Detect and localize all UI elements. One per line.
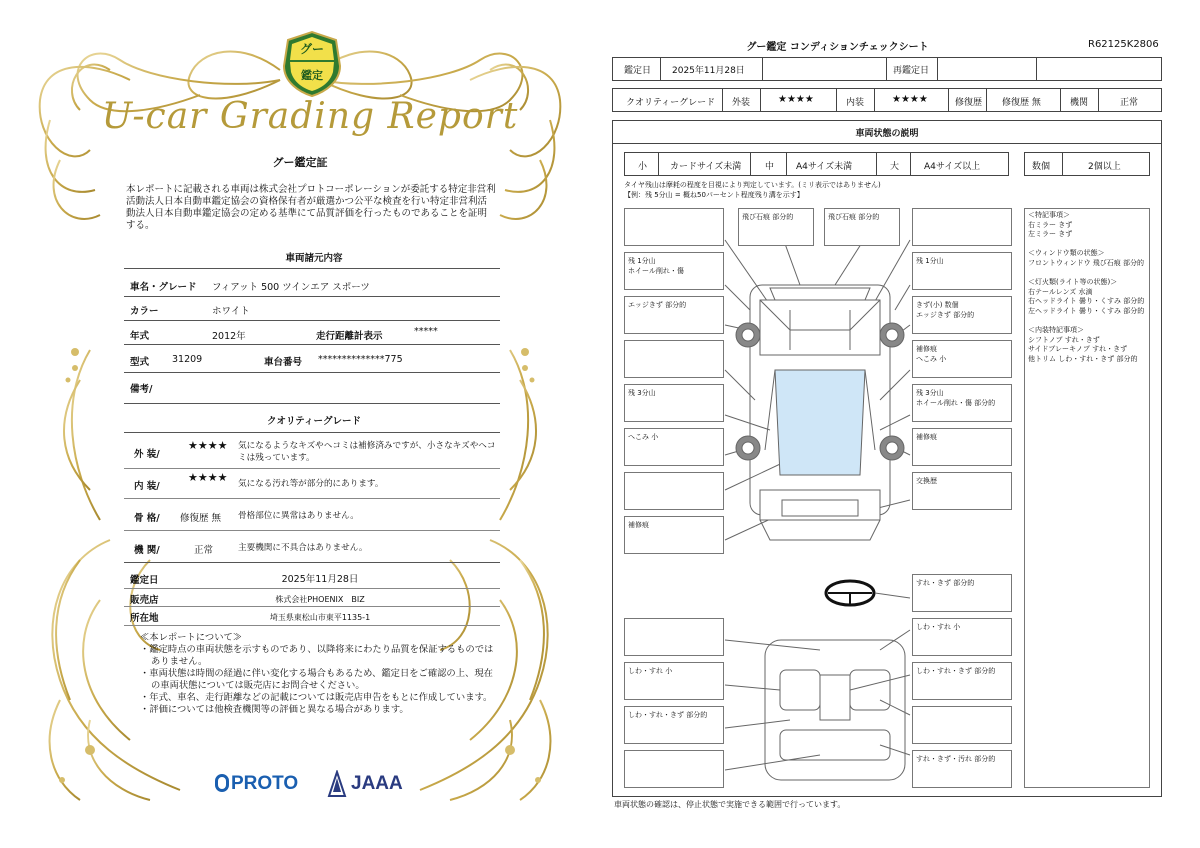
damage-box — [624, 428, 724, 466]
info-dealer-label: 販売店 — [130, 595, 159, 606]
tire-note-1: タイヤ残山は摩耗の程度を目視により判定しています。(ミリ表示ではありません) — [624, 181, 881, 189]
cell-divider — [760, 88, 761, 112]
size-mid: 中 — [765, 162, 775, 172]
interior-label: 内 装/ — [134, 481, 160, 492]
damage-text: エッジきず 部分的 — [628, 301, 687, 309]
certificate-title: グー鑑定証 — [272, 156, 328, 169]
divider — [124, 606, 500, 607]
badge-line1: グー — [299, 42, 324, 56]
damage-box — [624, 252, 724, 290]
cell-divider — [937, 57, 938, 81]
divider — [124, 372, 500, 373]
cell-divider — [876, 152, 877, 176]
quality-grade-label: クオリティーグレード — [626, 98, 716, 108]
badge-line2: 鑑定 — [301, 69, 323, 82]
spec-year-label: 年式 — [130, 331, 150, 342]
interior-box — [624, 706, 724, 744]
divider — [124, 432, 500, 433]
spec-color-value: ホワイト — [212, 306, 250, 317]
exterior-label: 外 装/ — [134, 449, 160, 460]
engine-label: 機関 — [1070, 98, 1089, 108]
damage-box — [912, 208, 1012, 246]
spec-name-label: 車名・グレード — [130, 282, 197, 293]
size-small: 小 — [638, 162, 648, 172]
damage-box — [824, 208, 900, 246]
special-note-line: フロントウィンドウ 飛び石痕 部分的 — [1028, 258, 1145, 267]
interior-text: しわ・すれ・きず 部分的 — [916, 667, 996, 675]
interior-note: 気になる汚れ等が部分的にあります。 — [238, 479, 384, 489]
interior-box — [624, 662, 724, 700]
spec-model-label: 型式 — [130, 357, 150, 368]
frame-value: 修復歴 無 — [180, 513, 222, 524]
spec-year-value: 2012年 — [212, 331, 246, 342]
cell-divider — [910, 152, 911, 176]
damage-text: 補修痕 — [916, 433, 937, 441]
interior-box — [624, 618, 724, 656]
spec-remarks-label: 備考/ — [130, 384, 153, 395]
divider — [124, 320, 500, 321]
frame-label: 骨 格/ — [134, 513, 160, 524]
spec-mileage-label: 走行距離計表示 — [316, 331, 383, 342]
cell-divider — [948, 88, 949, 112]
size-large: 大 — [890, 162, 900, 172]
engine-note: 主要機関に不具合はありません。 — [238, 543, 368, 553]
damage-text: きず(小) 数個 エッジきず 部分的 — [916, 301, 975, 319]
engine-value: 正常 — [194, 545, 214, 556]
damage-box — [624, 516, 724, 554]
engine-label: 機 関/ — [134, 545, 160, 556]
about-item: ・評価については他検査機関等の評価と異なる場合があります。 — [140, 704, 409, 715]
special-notes — [1028, 211, 1150, 365]
special-note-line — [1028, 240, 1150, 250]
cell-divider — [874, 88, 875, 112]
damage-text: 補修痕 へこみ 小 — [916, 345, 947, 363]
damage-text: 残 3分山 — [628, 389, 656, 397]
interior-text: しわ・すれ 小 — [628, 667, 673, 675]
divider — [124, 268, 500, 269]
spec-model-value: 31209 — [172, 354, 203, 365]
count-label: 数個 — [1032, 162, 1051, 172]
damage-box — [624, 208, 724, 246]
interior-text: すれ・きず 部分的 — [916, 579, 975, 587]
size-small-desc: カードサイズ未満 — [670, 162, 742, 172]
special-note-line: 左ヘッドライト 曇り・くすみ 部分的 — [1028, 306, 1145, 315]
damage-text: 残 1分山 ホイール削れ・傷 — [628, 257, 684, 275]
divider — [124, 468, 500, 469]
interior-box — [624, 750, 724, 788]
interior-text: しわ・すれ 小 — [916, 623, 961, 631]
damage-text: 交換歴 — [916, 477, 937, 485]
cell-divider — [1036, 57, 1037, 81]
repair-label: 修復歴 — [955, 98, 983, 108]
exterior-stars: ★★★★ — [188, 439, 228, 452]
damage-text: 補修痕 — [628, 521, 649, 529]
about-report — [140, 632, 500, 716]
cell-divider — [762, 57, 763, 81]
cell-divider — [750, 152, 751, 176]
int-stars: ★★★★ — [892, 94, 928, 105]
interior-stars: ★★★★ — [188, 471, 228, 484]
special-note-line — [1028, 317, 1150, 327]
cell-divider — [786, 152, 787, 176]
damage-box — [624, 340, 724, 378]
special-note-line: 他トリム しわ・すれ・きず 部分的 — [1028, 354, 1138, 363]
cell-divider — [658, 152, 659, 176]
cell-divider — [660, 57, 661, 81]
cell-divider — [1098, 88, 1099, 112]
special-note-line: 右テールレンズ 水滴 — [1028, 287, 1093, 296]
special-note-line: 左ミラー きず — [1028, 230, 1073, 239]
int-label: 内装 — [846, 98, 865, 108]
special-note-line: サイドブレーキノブ すれ・きず — [1028, 345, 1128, 354]
divider — [124, 588, 500, 589]
sheet-title: グー鑑定 コンディションチェックシート — [746, 42, 929, 53]
damage-box — [912, 428, 1012, 466]
special-note-line: 右ヘッドライト 曇り・くすみ 部分的 — [1028, 297, 1145, 306]
cell-divider — [1062, 152, 1063, 176]
info-dealer-value: 株式会社PHOENIX BIZ — [275, 595, 365, 604]
exterior-note: 気になるようなキズやヘコミは補修済みですが、小さなキズやヘコミは残っています。 — [238, 441, 496, 463]
jaaa-mark-icon — [327, 770, 347, 798]
engine-value: 正常 — [1120, 98, 1139, 108]
cell-divider — [836, 88, 837, 112]
recheck-label: 再鑑定日 — [893, 66, 930, 76]
interior-box — [912, 706, 1012, 744]
condition-title: 車両状態の説明 — [855, 129, 919, 139]
interior-box — [912, 662, 1012, 700]
special-note-line: ＜ウィンドウ類の状態＞ — [1028, 249, 1105, 258]
info-date-label: 鑑定日 — [130, 575, 159, 586]
frame-note: 骨格部位に異常はありません。 — [238, 511, 359, 521]
damage-box — [738, 208, 814, 246]
divider — [124, 562, 500, 563]
ext-label: 外装 — [732, 98, 751, 108]
repair-value: 修復歴 無 — [1002, 98, 1041, 108]
divider — [124, 296, 500, 297]
damage-box — [912, 472, 1012, 510]
proto-mark-icon — [215, 774, 229, 792]
divider — [124, 498, 500, 499]
special-note-line: ＜内装特記事項＞ — [1028, 326, 1084, 335]
info-address-value: 埼玉県東松山市東平1135-1 — [269, 613, 371, 622]
damage-box — [912, 252, 1012, 290]
special-note-line: 右ミラー きず — [1028, 220, 1073, 229]
special-note-line: ＜特記事項＞ — [1028, 211, 1070, 219]
size-large-desc: A4サイズ以上 — [924, 162, 981, 172]
report-script-title: U-car Grading Report — [101, 96, 519, 137]
cell-divider — [886, 57, 887, 81]
damage-text: 残 3分山 ホイール削れ・傷 部分的 — [916, 389, 996, 407]
divider — [124, 344, 500, 345]
tire-note-2: 【例：残 5分山 = 概ね50パーセント程度残り溝を示す】 — [624, 191, 804, 199]
logo-row — [215, 770, 415, 800]
damage-box — [624, 384, 724, 422]
damage-box — [912, 296, 1012, 334]
about-title: ≪本レポートについて≫ — [140, 632, 243, 643]
footer-note: 車両状態の確認は、停止状態で実施できる範囲で行っています。 — [614, 800, 846, 809]
cell-divider — [1060, 88, 1061, 112]
info-date-value: 2025年11月28日 — [281, 574, 359, 585]
spec-name-value: フィアット 500 ツインエア スポーツ — [212, 282, 370, 293]
spec-color-label: カラー — [130, 306, 159, 317]
interior-text: しわ・すれ・きず 部分的 — [628, 711, 708, 719]
condition-check-sheet — [600, 0, 1200, 848]
about-item: ・車両状態は時間の経過に伴い変化する場合もあるため、鑑定日をご確認の上、現在の車両状態については販売店にお問合せください。 — [140, 668, 493, 691]
about-item: ・年式、車名、走行距離などの記載については販売店申告をもとに作成しています。 — [140, 692, 493, 703]
interior-box — [912, 574, 1012, 612]
damage-text: 飛び石痕 部分的 — [828, 213, 880, 221]
info-address-label: 所在地 — [130, 613, 159, 624]
divider — [124, 530, 500, 531]
damage-text: 飛び石痕 部分的 — [742, 213, 794, 221]
interior-text: すれ・きず・汚れ 部分的 — [916, 755, 996, 763]
spec-section-title: 車両諸元内容 — [285, 253, 343, 264]
date-label: 鑑定日 — [624, 66, 652, 76]
interior-box — [912, 618, 1012, 656]
damage-box — [624, 296, 724, 334]
special-note-line: シフトノブ すれ・きず — [1028, 335, 1100, 344]
damage-box — [624, 472, 724, 510]
jaaa-logo: JAAA — [351, 773, 403, 794]
certificate-intro: 本レポートに記載される車両は株式会社プロトコーポレーションが委託する特定非営利活動法人日本自動車鑑定協会の資格保有者が厳選かつ公平な検査を行い特定非営利活動法人日本自動車鑑定協会の定める基準にて品質評価を行ったものであることを証明する。 — [126, 184, 496, 231]
about-item: ・鑑定時点の車両状態を示すものであり、以降将来にわたり品質を保証するものではありません。 — [140, 644, 494, 667]
divider — [124, 625, 500, 626]
proto-logo: PROTO — [231, 773, 299, 794]
sheet-id: R62125K2806 — [1088, 39, 1159, 50]
special-note-line: ＜灯火類(ライト等の状態)＞ — [1028, 278, 1118, 287]
interior-box — [912, 750, 1012, 788]
count-desc: 2個以上 — [1088, 162, 1121, 172]
size-mid-desc: A4サイズ未満 — [796, 162, 853, 172]
cell-divider — [722, 88, 723, 112]
cell-divider — [986, 88, 987, 112]
damage-text: へこみ 小 — [628, 433, 659, 441]
damage-text: 残 1分山 — [916, 257, 944, 265]
ext-stars: ★★★★ — [778, 94, 814, 105]
special-note-line — [1028, 269, 1150, 279]
spec-chassis-value: **************775 — [318, 354, 403, 365]
spec-chassis-label: 車台番号 — [264, 357, 303, 368]
date-value: 2025年11月28日 — [672, 66, 745, 76]
damage-box — [912, 384, 1012, 422]
quality-section-title: クオリティーグレード — [266, 416, 362, 427]
divider — [124, 403, 500, 404]
spec-mileage-value: ***** — [414, 326, 438, 337]
damage-box — [912, 340, 1012, 378]
